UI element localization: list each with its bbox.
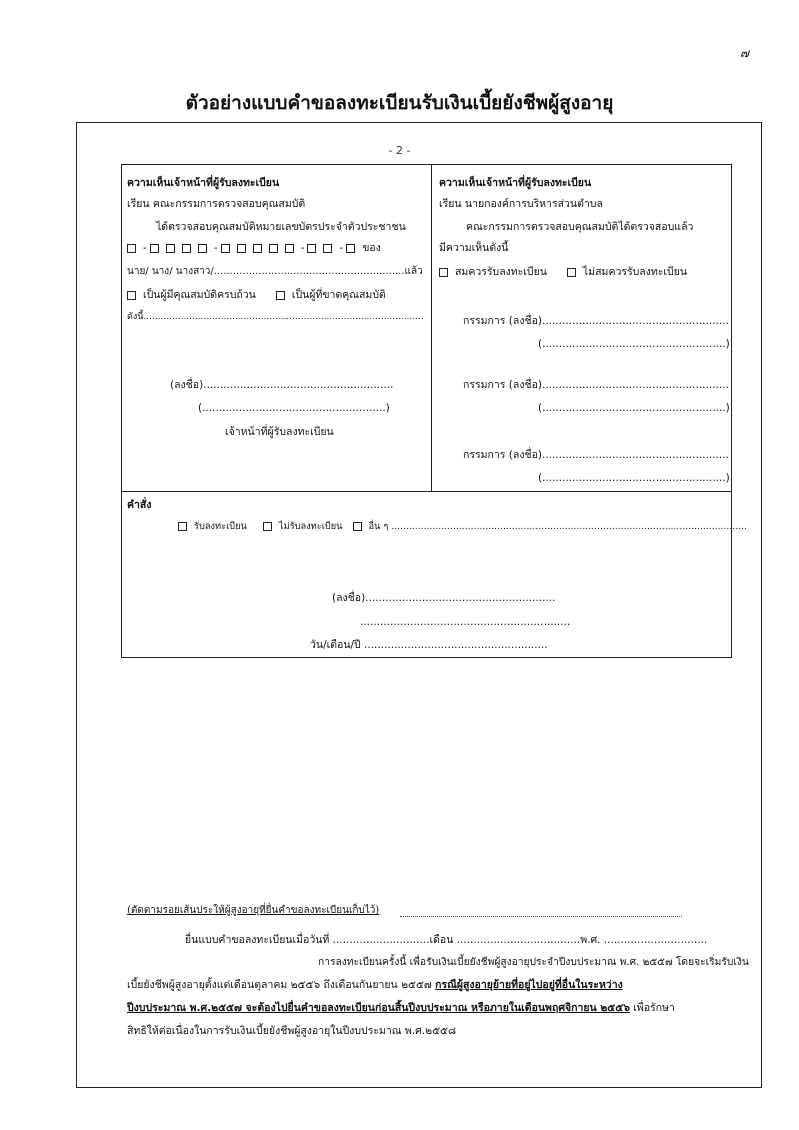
right-line1: คณะกรรมการตรวจสอบคุณสมบัติได้ตรวจสอบแล้ว <box>466 221 694 233</box>
column-divider <box>431 164 432 492</box>
paragraph-line-1: การลงทะเบียนครั้งนี้ เพื่อรับเงินเบี้ยยังชีพผู้สูงอายุประจำปีงบประมาณ พ.ศ. ๒๕๕๗ โดยจะเริ่มรับเงิน <box>318 956 749 968</box>
cut-dotted-line <box>400 916 682 917</box>
page-number: ๗ <box>740 46 750 60</box>
submitted-date-line: ยื่นแบบคำขอลงทะเบียนเมื่อวันที่ .............................เดือน .....................................พ.ศ. ............................... <box>185 934 708 946</box>
of-label: ของ <box>362 242 381 254</box>
order-sign-line2: ............................................................... <box>360 616 571 628</box>
id-digit-box[interactable] <box>269 244 278 253</box>
id-digit-box[interactable] <box>307 244 316 253</box>
id-separator: - <box>213 242 218 254</box>
order-options <box>178 522 747 531</box>
other-label: อื่น ๆ ......................................................................................................................... <box>368 521 748 532</box>
id-digit-box[interactable] <box>323 244 332 253</box>
id-digit-box[interactable] <box>127 244 136 253</box>
disapprove-checkbox[interactable] <box>567 268 576 277</box>
paragraph-line-3-text: เพื่อรักษา <box>629 1002 675 1014</box>
id-separator: - <box>339 242 344 254</box>
committee-sign-1: กรรมการ (ลงชื่อ)........................................................ <box>463 315 729 327</box>
approve-checkbox[interactable] <box>439 268 448 277</box>
left-heading: ความเห็นเจ้าหน้าที่ผู้รับลงทะเบียน <box>127 177 280 189</box>
id-digit-box[interactable] <box>166 244 175 253</box>
left-sign-line: (ลงชื่อ)......................................................... <box>170 379 394 391</box>
committee-sign-2: กรรมการ (ลงชื่อ)........................................................ <box>463 379 729 391</box>
paragraph-line-3 <box>127 1003 675 1014</box>
id-digit-box[interactable] <box>221 244 230 253</box>
qualified-checkbox[interactable] <box>127 291 136 300</box>
id-digit-box[interactable] <box>150 244 159 253</box>
paragraph-line-4: สิทธิให้ต่อเนื่องในการรับเงินเบี้ยยังชีพผู้สูงอายุในปีงบประมาณ พ.ศ.๒๕๕๘ <box>127 1025 457 1037</box>
qualification-options <box>127 290 386 301</box>
left-line1: ได้ตรวจสอบคุณสมบัติหมายเลขบัตรประจำตัวประชาชน <box>156 221 406 233</box>
qualified-label: เป็นผู้มีคุณสมบัติครบถ้วน <box>143 289 256 301</box>
right-heading: ความเห็นเจ้าหน้าที่ผู้รับลงทะเบียน <box>439 177 592 189</box>
committee-paren-2: (.......................................................) <box>538 402 730 414</box>
left-to: เรียน คณะกรรมการตรวจสอบคุณสมบัติ <box>127 198 306 210</box>
id-digit-box[interactable] <box>237 244 246 253</box>
id-digit-box[interactable] <box>198 244 207 253</box>
committee-sign-3: กรรมการ (ลงชื่อ)........................................................ <box>463 449 729 461</box>
id-separator: - <box>143 242 147 254</box>
committee-paren-3: (.......................................................) <box>538 472 730 484</box>
paragraph-line-2-text: เบี้ยยังชีพผู้สูงอายุตั้งแต่เดือนตุลาคม ๒๕๕๖ ถึงเดือนกันยายน ๒๕๕๗ <box>127 979 436 991</box>
paragraph-line-2-emphasis: กรณีผู้สูงอายุย้ายที่อยู่ไปอยู่ที่อื่นในระหว่าง <box>435 979 623 991</box>
disapprove-label: ไม่สมควรรับลงทะเบียน <box>582 266 688 278</box>
id-digit-box[interactable] <box>285 244 294 253</box>
order-heading: คำสั่ง <box>127 499 152 511</box>
as-follows-line: ดังนี้.................................................................................................. <box>127 312 424 322</box>
reject-label: ไม่รับลงทะเบียน <box>278 521 343 532</box>
unqualified-checkbox[interactable] <box>276 291 285 300</box>
id-number-boxes <box>127 243 381 254</box>
cut-note: (ตัดตามรอยเส้นประให้ผู้สูงอายุที่ยื่นคำขอลงทะเบียนเก็บไว้) <box>127 905 380 916</box>
right-line2: มีความเห็นดังนี้ <box>439 242 509 254</box>
id-digit-box[interactable] <box>182 244 191 253</box>
right-to: เรียน นายกองค์การบริหารส่วนตำบล <box>439 198 603 210</box>
paragraph-line-3-emphasis: ปีงบประมาณ พ.ศ.๒๕๕๗ จะต้องไปยื่นคำขอลงทะเบียนก่อนสิ้นปีงบประมาณ หรือภายในเดือนพฤศจิกายน ๒๕๕๖ <box>127 1002 630 1014</box>
left-sign-paren: (.......................................................) <box>198 402 390 414</box>
approval-options <box>439 267 687 278</box>
order-sign-line: (ลงชื่อ)......................................................... <box>332 592 556 604</box>
order-date-line: วัน/เดือน/ปี ....................................................... <box>310 639 548 651</box>
unqualified-label: เป็นผู้ที่ขาดคุณสมบัติ <box>291 289 386 301</box>
section-divider <box>121 491 732 492</box>
committee-paren-1: (.......................................................) <box>538 338 730 350</box>
id-separator: - <box>300 242 305 254</box>
approve-label: สมควรรับลงทะเบียน <box>455 266 547 278</box>
left-sign-role: เจ้าหน้าที่ผู้รับลงทะเบียน <box>225 426 334 438</box>
name-line: นาย/ นาง/ นางสาว/............................................................แล้ว <box>127 266 423 277</box>
paragraph-line-2 <box>127 980 623 991</box>
reject-checkbox[interactable] <box>263 522 272 531</box>
other-checkbox[interactable] <box>353 522 362 531</box>
document-title: ตัวอย่างแบบคำขอลงทะเบียนรับเงินเบี้ยยังชีพผู้สูงอายุ <box>185 92 614 114</box>
id-digit-box[interactable] <box>253 244 262 253</box>
id-digit-box[interactable] <box>346 244 355 253</box>
page-mark: - 2 - <box>388 144 411 157</box>
accept-label: รับลงทะเบียน <box>194 521 247 532</box>
accept-checkbox[interactable] <box>178 522 187 531</box>
